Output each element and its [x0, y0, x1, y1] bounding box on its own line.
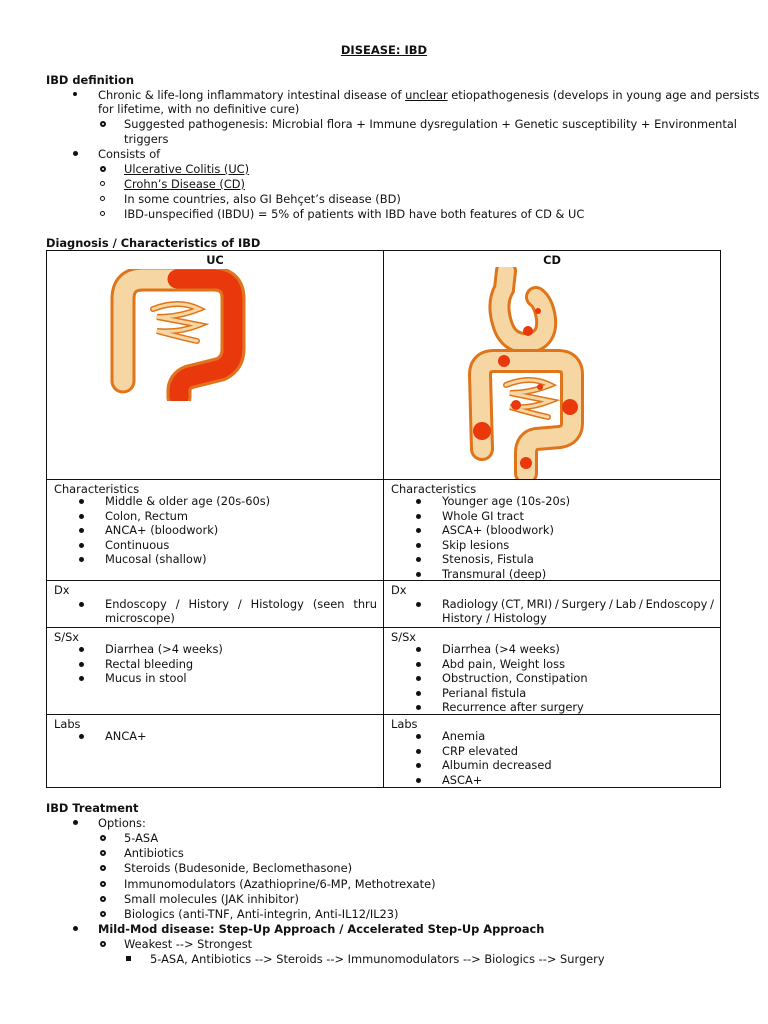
dx-word: / — [175, 597, 180, 611]
bullet-dot — [79, 514, 84, 519]
uc-characteristics-label: Characteristics — [54, 482, 140, 496]
bullet-dot — [79, 734, 84, 739]
list-item: Abd pain, Weight loss — [442, 656, 566, 671]
dx-word: / — [609, 597, 613, 611]
bullet-dot — [416, 691, 421, 696]
uc-ssx-label: S/Sx — [54, 630, 80, 644]
list-item: Mucus in stool — [105, 671, 187, 686]
cd-characteristics-label: Characteristics — [391, 482, 477, 496]
list-item: ASCA+ (bloodwork) — [442, 523, 554, 538]
list-item: ASCA+ — [442, 772, 483, 787]
dx-word: / — [710, 597, 714, 611]
list-item: CRP elevated — [442, 743, 518, 758]
dx-word: Surgery — [561, 597, 607, 611]
cd-ssx-cell — [384, 628, 720, 714]
pathogenesis-text-cont: triggers — [124, 132, 169, 146]
cd-dx-label: Dx — [391, 583, 407, 597]
uc-labs-label: Labs — [54, 717, 81, 731]
treatment-option: Small molecules (JAK inhibitor) — [124, 891, 299, 906]
cd-image-cell — [384, 251, 720, 479]
bullet-dot — [79, 499, 84, 504]
list-item: Albumin decreased — [442, 758, 552, 773]
colon-illustration-uc — [109, 269, 249, 401]
square-bullet — [126, 956, 131, 961]
list-item: ANCA+ — [105, 729, 147, 743]
dx-word: Endoscopy — [645, 597, 708, 611]
pathogenesis-text: Suggested pathogenesis: Microbial flora + Immune dysregulation + Genetic susceptibility + Environmental — [124, 117, 737, 131]
sub-bullet — [100, 911, 106, 917]
definition-text-cont: for lifetime, with no definitive cure) — [98, 102, 300, 116]
dx-word: MRI) — [526, 597, 553, 611]
cd-dx-text — [442, 597, 714, 611]
cd-dx-cell — [384, 581, 720, 627]
comparison-table — [46, 250, 721, 788]
bullet-dot — [416, 602, 421, 607]
sub-bullet — [100, 211, 105, 216]
bullet-dot — [73, 926, 78, 931]
definition-text: Chronic & life-long inflammatory intestinal disease of unclear etiopathogenesis (develops in young age and persists — [98, 88, 760, 102]
definition-heading: IBD definition — [46, 73, 134, 87]
treatment-heading: IBD Treatment — [46, 801, 139, 815]
cd-column-title: CD — [543, 253, 561, 267]
sub-bullet — [100, 196, 105, 201]
dx-word: History — [188, 597, 229, 611]
bullet-dot — [416, 662, 421, 667]
dx-word: (CT, — [500, 597, 524, 611]
consists-item-ibdu: IBD-unspecified (IBDU) = 5% of patients with IBD have both features of CD & UC — [124, 207, 585, 221]
bullet-dot — [416, 778, 421, 783]
bullet-dot — [416, 734, 421, 739]
bullet-dot — [416, 763, 421, 768]
consists-label: Consists of — [98, 147, 161, 161]
sub-bullet — [100, 181, 105, 186]
consists-item-cd: Crohn’s Disease (CD) — [124, 177, 246, 191]
gi-tract-illustration-cd — [466, 267, 586, 479]
bullet-dot — [416, 647, 421, 652]
uc-ssx-cell — [47, 628, 383, 714]
treatment-option: Biologics (anti-TNF, Anti-integrin, Anti-IL12/IL23) — [124, 907, 399, 921]
sub-bullet — [100, 835, 106, 841]
bullet-dot — [73, 151, 78, 156]
list-item: Recurrence after surgery — [442, 700, 584, 715]
sub-bullet — [100, 121, 106, 127]
bullet-dot — [79, 543, 84, 548]
list-item: Transmural (deep) — [442, 567, 547, 581]
sub-bullet — [100, 166, 106, 172]
dx-word: (seen — [312, 597, 345, 611]
uc-dx-label: Dx — [54, 583, 70, 597]
bullet-dot — [79, 602, 84, 607]
sub-bullet — [100, 850, 106, 856]
uc-dx-text — [105, 597, 377, 611]
bullet-dot — [79, 557, 84, 562]
uc-image-cell — [47, 251, 383, 479]
weakest-strongest: Weakest --> Strongest — [124, 937, 253, 951]
dx-word: / — [237, 597, 242, 611]
bullet-dot — [416, 749, 421, 754]
uc-characteristics-cell — [47, 480, 383, 580]
list-item: Diarrhea (>4 weeks) — [442, 642, 560, 656]
list-item: Anemia — [442, 729, 486, 743]
consists-item-bd: In some countries, also GI Behçet’s disease (BD) — [124, 192, 401, 206]
dx-word: Endoscopy — [105, 597, 167, 611]
bullet-dot — [416, 514, 421, 519]
list-item: Skip lesions — [442, 537, 510, 552]
list-item: Middle & older age (20s-60s) — [105, 494, 271, 508]
mild-mod-label: Mild-Mod disease: Step-Up Approach / Accelerated Step-Up Approach — [98, 922, 545, 936]
consists-item-uc: Ulcerative Colitis (UC) — [124, 162, 250, 176]
uc-column-title: UC — [206, 253, 224, 267]
dx-word: Radiology — [442, 597, 499, 611]
list-item: Rectal bleeding — [105, 656, 194, 671]
treatment-option: Immunomodulators (Azathioprine/6-MP, Methotrexate) — [124, 876, 436, 891]
list-item: Stenosis, Fistula — [442, 552, 534, 567]
list-item: Colon, Rectum — [105, 508, 188, 523]
sub-bullet — [100, 941, 106, 947]
bullet-dot — [79, 647, 84, 652]
dx-word: Histology — [250, 597, 304, 611]
bullet-dot — [79, 662, 84, 667]
cd-labs-label: Labs — [391, 717, 418, 731]
bullet-dot — [79, 528, 84, 533]
treatment-option: 5-ASA — [124, 831, 159, 845]
list-item: Diarrhea (>4 weeks) — [105, 642, 223, 656]
bullet-dot — [73, 92, 77, 96]
treatment-option: Steroids (Budesonide, Beclomethasone) — [124, 861, 353, 876]
sub-bullet — [100, 881, 106, 887]
cd-dx-text-cont: History / Histology — [442, 611, 547, 625]
dx-word: thru — [353, 597, 377, 611]
uc-dx-text-cont: microscope) — [105, 611, 175, 625]
bullet-dot — [416, 499, 421, 504]
sub-bullet — [100, 865, 106, 871]
bullet-dot — [73, 820, 78, 825]
list-item: Continuous — [105, 537, 170, 552]
list-item: Obstruction, Constipation — [442, 671, 588, 686]
cd-ssx-label: S/Sx — [391, 630, 417, 644]
list-item: Mucosal (shallow) — [105, 552, 207, 567]
bullet-dot — [416, 557, 421, 562]
list-item: Whole GI tract — [442, 508, 524, 523]
treatment-option: Antibiotics — [124, 846, 184, 861]
dx-word: / — [555, 597, 559, 611]
dx-word: / — [638, 597, 643, 611]
list-item: Younger age (10s-20s) — [442, 494, 571, 508]
sub-bullet — [100, 896, 106, 902]
bullet-dot — [416, 705, 421, 710]
bullet-dot — [416, 528, 421, 533]
bullet-dot — [79, 676, 84, 681]
diagnosis-heading: Diagnosis / Characteristics of IBD — [46, 236, 261, 250]
bullet-dot — [416, 676, 421, 681]
options-label: Options: — [98, 816, 146, 830]
uc-dx-cell — [47, 581, 383, 627]
list-item: Perianal fistula — [442, 685, 527, 700]
cd-labs-cell — [384, 715, 720, 787]
uc-labs-cell — [47, 715, 383, 787]
bullet-dot — [416, 572, 421, 577]
treatment-sequence: 5-ASA, Antibiotics --> Steroids --> Immunomodulators --> Biologics --> Surgery — [150, 952, 605, 966]
list-item: ANCA+ (bloodwork) — [105, 523, 219, 538]
page-title: DISEASE: IBD — [340, 43, 428, 57]
dx-word: Lab — [615, 597, 637, 611]
cd-characteristics-cell — [384, 480, 720, 580]
bullet-dot — [416, 543, 421, 548]
